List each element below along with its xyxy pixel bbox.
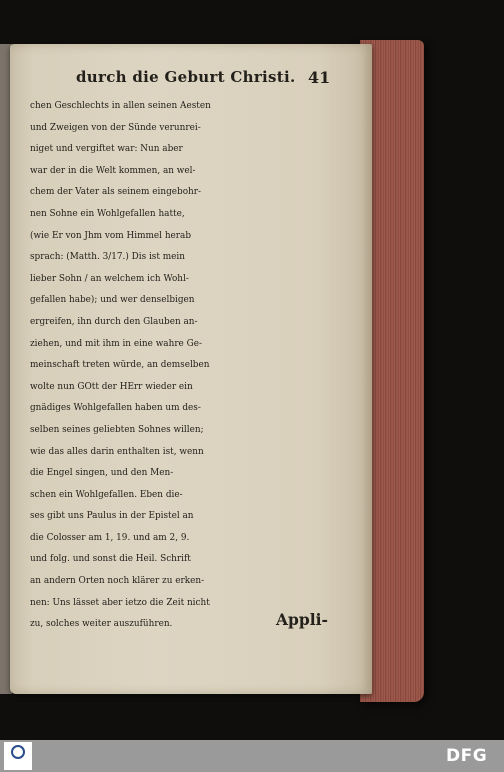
text-line: chen Geschlechts in allen seinen Aesten [30,101,211,111]
text-line: war der in die Welt kommen, an wel- [30,165,196,176]
text-line: schen ein Wohlgefallen. Eben die- [30,489,183,500]
body-text [30,96,330,636]
text-line: ziehen, und mit ihm in eine wahre Ge- [30,338,202,349]
text-line: meinschaft treten würde, an demselben [30,360,210,371]
text-line: die Colosser am 1, 19. und am 2, 9. [30,532,190,543]
library-seal-icon[interactable] [4,742,32,770]
text-line: und Zweigen von der Sünde verunrei- [30,122,201,133]
running-head: durch die Geburt Christi. [76,68,296,86]
text-line: sprach: (Matth. 3/17.) Dis ist mein [30,252,185,263]
text-line: ergreifen, ihn durch den Glauben an- [30,316,198,327]
page-number: 41 [308,68,331,87]
text-line: nen Sohne ein Wohlgefallen hatte, [30,208,185,219]
text-line: an andern Orten noch klärer zu erken- [30,576,205,587]
text-line: wie das alles darin enthalten ist, wenn [30,446,204,457]
text-line: selben seines geliebten Sohnes willen; [30,424,204,435]
text-line: lieber Sohn / an welchem ich Wohl- [30,273,189,284]
text-line: chem der Vater als seinem eingebohr- [30,187,202,198]
text-line: gnädiges Wohlgefallen haben um des- [30,403,201,414]
text-line: gefallen habe); und wer denselbigen [30,295,195,306]
dfg-logo[interactable]: DFG [446,746,488,766]
seal-ring-icon [11,745,25,759]
text-line: (wie Er von Jhm vom Himmel herab [30,230,192,241]
text-line: wolte nun GOtt der HErr wieder ein [30,381,193,392]
page-header [76,68,336,88]
text-line: niget und vergiftet war: Nun aber [30,144,183,155]
viewer-footer [0,740,504,772]
text-line: zu, solches weiter auszuführen. [30,619,173,630]
text-line: ses gibt uns Paulus in der Epistel an [30,511,194,522]
text-line: nen: Uns lässet aber ietzo die Zeit nicht [30,597,210,608]
catchword: Appli- [276,610,328,629]
text-line: und folg. und sonst die Heil. Schrift [30,554,191,565]
text-line: die Engel singen, und den Men- [30,468,174,479]
